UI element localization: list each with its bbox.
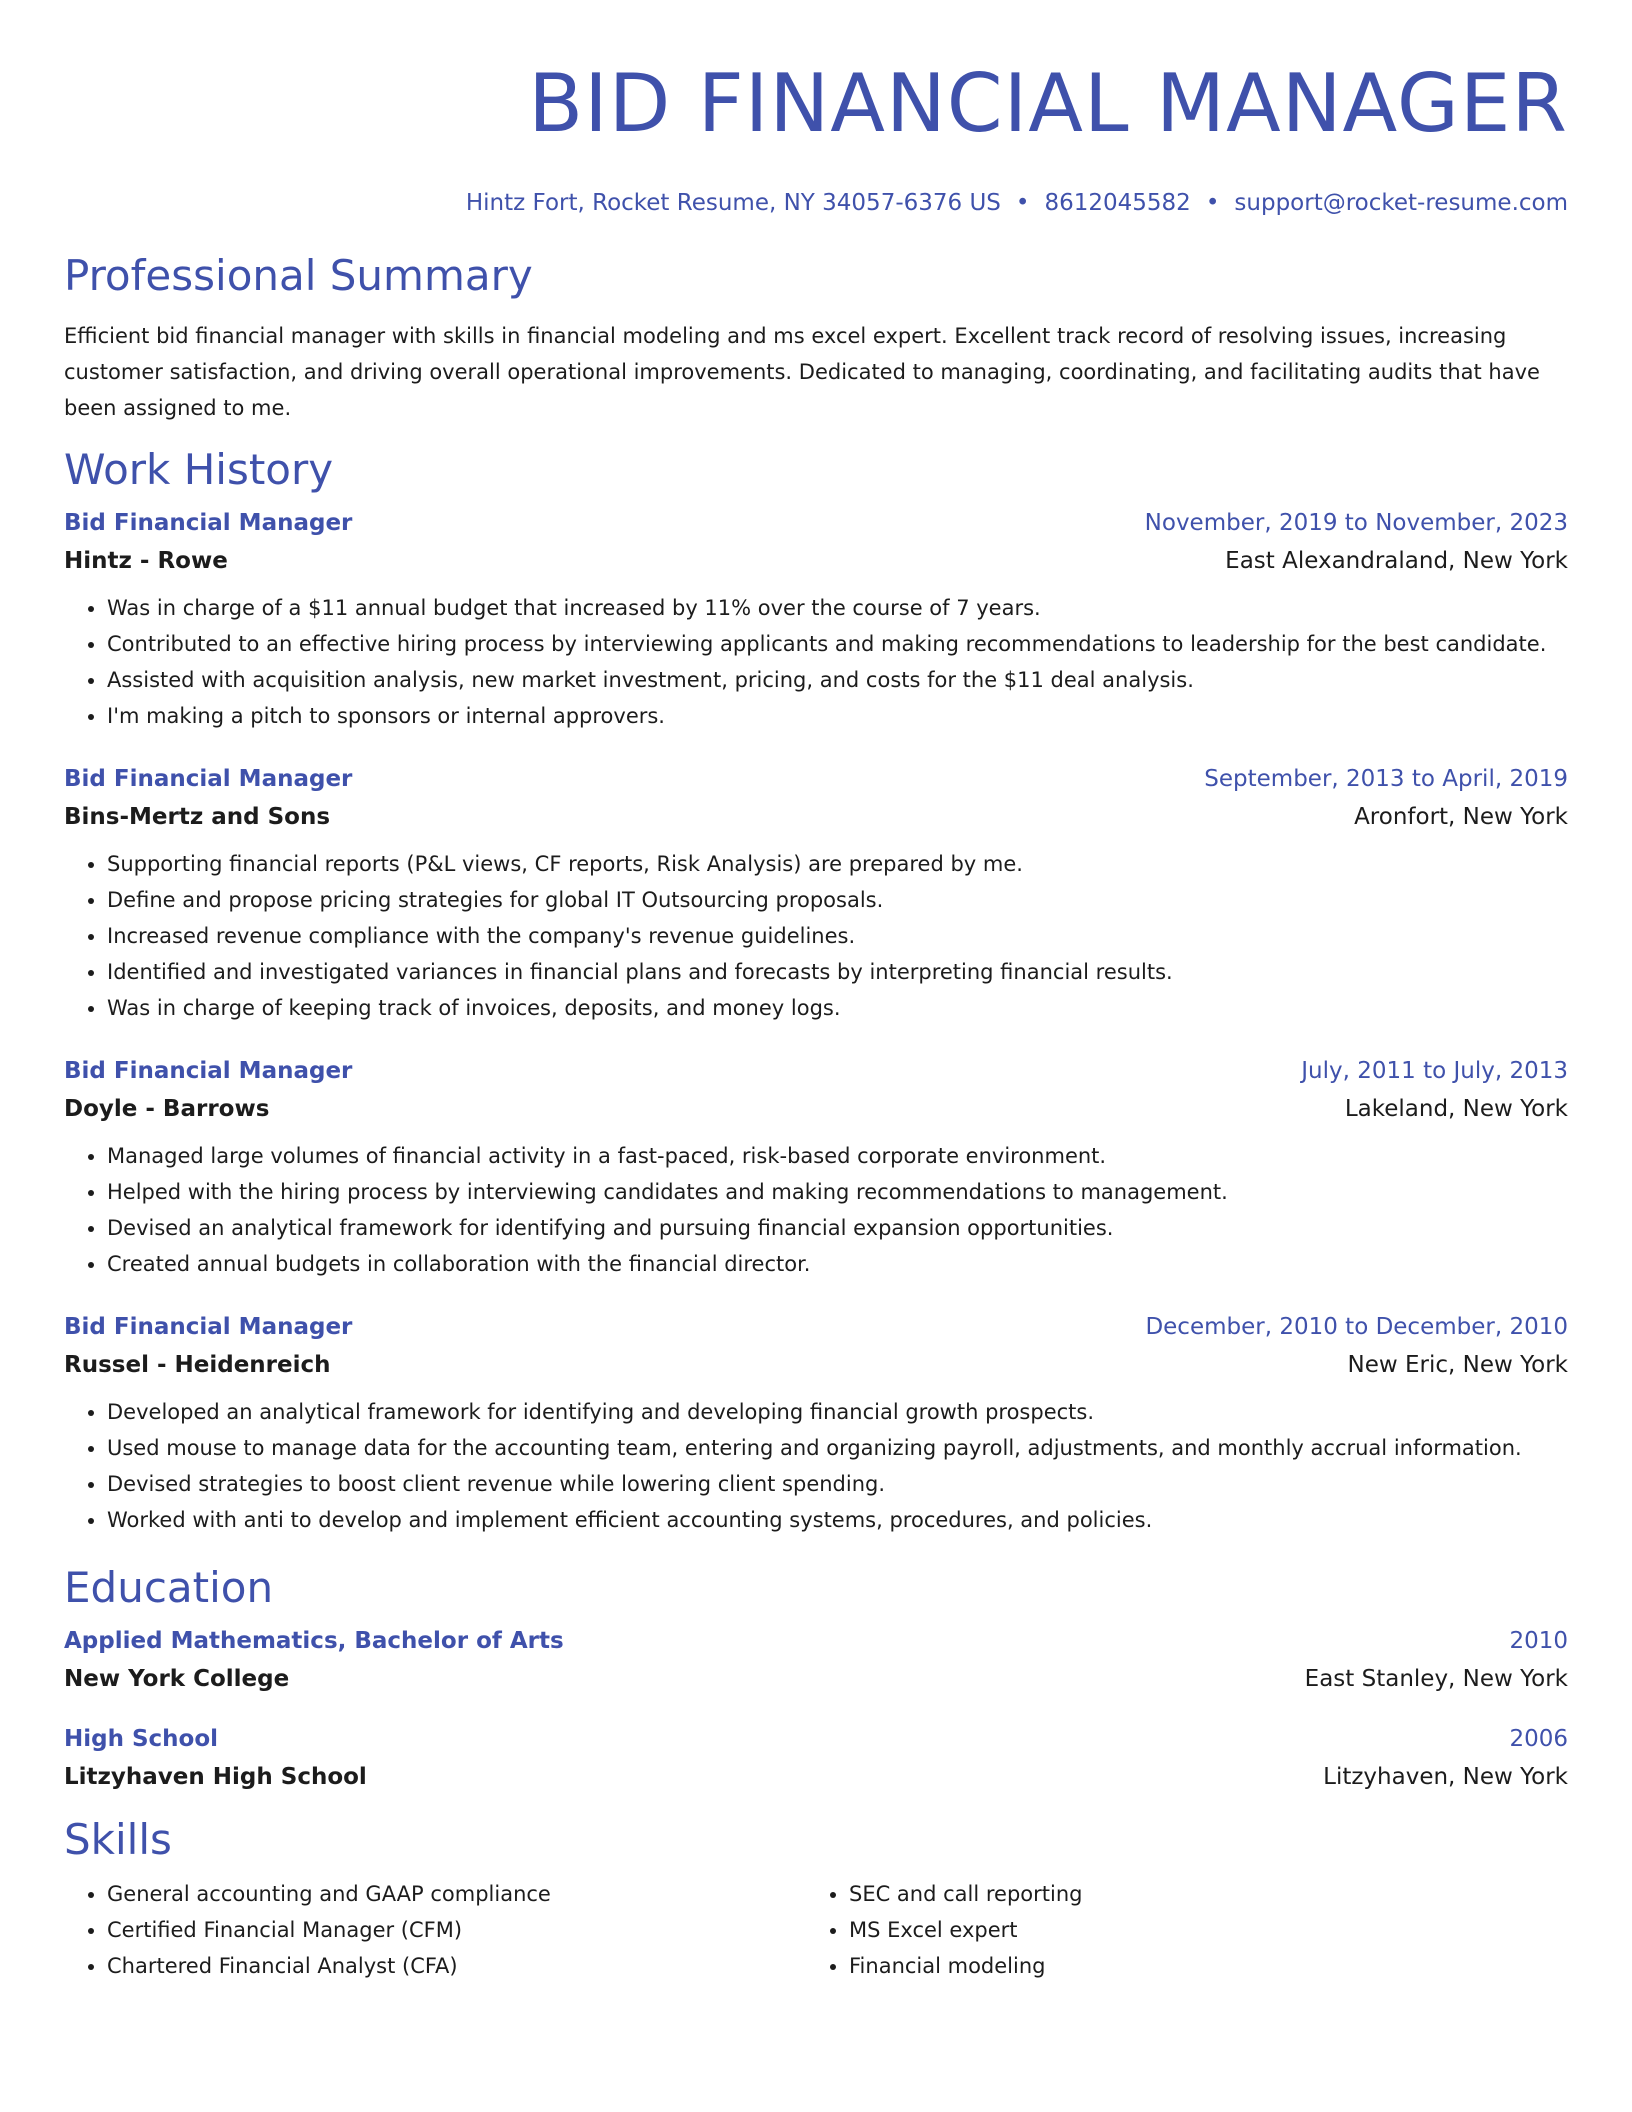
work-history-list [64,508,1568,1538]
skill-item: • SEC and call reporting [849,1876,1548,1912]
contact-phone: 8612045582 [1044,190,1191,216]
job-company-row [64,1094,1568,1124]
job-location: Aronfort, New York [1354,804,1568,830]
job-entry [64,1056,1568,1282]
skills-list-right [806,1876,1548,1984]
job-title: Bid Financial Manager [64,1314,353,1340]
company-name: Bins-Mertz and Sons [64,804,331,830]
job-entry [64,508,1568,734]
job-bullets [64,1394,1568,1538]
skill-item: • Chartered Financial Analyst (CFA) [107,1948,806,1984]
section-title-skills: Skills [64,1815,172,1864]
job-bullet: • Helped with the hiring process by interviewing candidates and making recommendations to management. [107,1174,1568,1210]
job-header-row [64,508,1568,538]
school-location: Litzyhaven, New York [1323,1764,1568,1790]
job-bullet: • Devised strategies to boost client revenue while lowering client spending. [107,1466,1568,1502]
job-dates: July, 2011 to July, 2013 [1301,1058,1568,1084]
job-bullet: • Assisted with acquisition analysis, new market investment, pricing, and costs for the $11 deal analysis. [107,662,1568,698]
education-header-row [64,1626,1568,1656]
skill-item: • Certified Financial Manager (CFM) [107,1912,806,1948]
school-name: New York College [64,1666,290,1692]
job-bullets [64,590,1568,734]
job-bullet: • Devised an analytical framework for identifying and pursuing financial expansion opportunities. [107,1210,1568,1246]
job-bullet: • Identified and investigated variances in financial plans and forecasts by interpreting financial results. [107,954,1568,990]
school-name: Litzyhaven High School [64,1764,367,1790]
job-bullet: • Supporting financial reports (P&L views, CF reports, Risk Analysis) are prepared by me. [107,846,1568,882]
graduation-year: 2010 [1509,1628,1568,1654]
contact-email: support@rocket-resume.com [1234,190,1568,216]
graduation-year: 2006 [1509,1726,1568,1752]
job-entry [64,1312,1568,1538]
job-company-row [64,546,1568,576]
section-title-summary: Professional Summary [64,251,533,300]
job-header-row [64,764,1568,794]
education-school-row [64,1762,1568,1792]
job-entry [64,764,1568,1026]
job-bullet: • Developed an analytical framework for identifying and developing financial growth prospects. [107,1394,1568,1430]
job-title: Bid Financial Manager [64,766,353,792]
skills-column-right [806,1876,1548,1984]
separator-dot: • [1015,190,1030,216]
job-location: East Alexandraland, New York [1225,548,1568,574]
summary-text: Efficient bid financial manager with skills in financial modeling and ms excel expert. Excellent track record of resolving issues, increasing customer satisfaction, and driving overall operational improvements. Dedicated to managing, coordinating, and facilitating audits that have been assigned to me. [64,324,1540,420]
education-entry [64,1724,1568,1792]
skill-item: • General accounting and GAAP compliance [107,1876,806,1912]
section-title-work-history: Work History [64,445,334,494]
company-name: Hintz - Rowe [64,548,228,574]
contact-address: Hintz Fort, Rocket Resume, NY 34057-6376 US [465,190,1001,216]
education-entry [64,1626,1568,1694]
skill-item: • Financial modeling [849,1948,1548,1984]
job-dates: September, 2013 to April, 2019 [1204,766,1568,792]
degree: Applied Mathematics, Bachelor of Arts [64,1628,564,1654]
candidate-name: BID FINANCIAL MANAGER [528,57,1568,150]
job-bullet: • Managed large volumes of financial activity in a fast-paced, risk-based corporate environment. [107,1138,1568,1174]
skills-grid [64,1876,1568,1984]
job-title: Bid Financial Manager [64,510,353,536]
company-name: Doyle - Barrows [64,1096,270,1122]
job-bullet: • Created annual budgets in collaboration with the financial director. [107,1246,1568,1282]
job-location: New Eric, New York [1347,1352,1568,1378]
job-bullet: • Was in charge of a $11 annual budget that increased by 11% over the course of 7 years. [107,590,1568,626]
degree: High School [64,1726,219,1752]
education-list [64,1626,1568,1792]
job-bullet: • Contributed to an effective hiring process by interviewing applicants and making recommendations to leadership for the best candidate. [107,626,1568,662]
job-bullets [64,1138,1568,1282]
job-header-row [64,1312,1568,1342]
job-title: Bid Financial Manager [64,1058,353,1084]
job-company-row [64,802,1568,832]
job-header-row [64,1056,1568,1086]
job-bullet: • Define and propose pricing strategies for global IT Outsourcing proposals. [107,882,1568,918]
job-dates: November, 2019 to November, 2023 [1144,510,1568,536]
contact-line [64,188,1568,218]
skills-list-left [64,1876,806,1984]
job-location: Lakeland, New York [1344,1096,1568,1122]
job-bullets [64,846,1568,1026]
job-bullet: • I'm making a pitch to sponsors or internal approvers. [107,698,1568,734]
skills-column-left [64,1876,806,1984]
education-header-row [64,1724,1568,1754]
company-name: Russel - Heidenreich [64,1352,331,1378]
job-bullet: • Worked with anti to develop and implement efficient accounting systems, procedures, and policies. [107,1502,1568,1538]
school-location: East Stanley, New York [1304,1666,1568,1692]
job-bullet: • Was in charge of keeping track of invoices, deposits, and money logs. [107,990,1568,1026]
section-title-education: Education [64,1563,274,1612]
separator-dot: • [1205,190,1220,216]
education-school-row [64,1664,1568,1694]
job-bullet: • Increased revenue compliance with the company's revenue guidelines. [107,918,1568,954]
job-company-row [64,1350,1568,1380]
job-dates: December, 2010 to December, 2010 [1145,1314,1568,1340]
skill-item: • MS Excel expert [849,1912,1548,1948]
job-bullet: • Used mouse to manage data for the accounting team, entering and organizing payroll, adjustments, and monthly accrual information. [107,1430,1568,1466]
